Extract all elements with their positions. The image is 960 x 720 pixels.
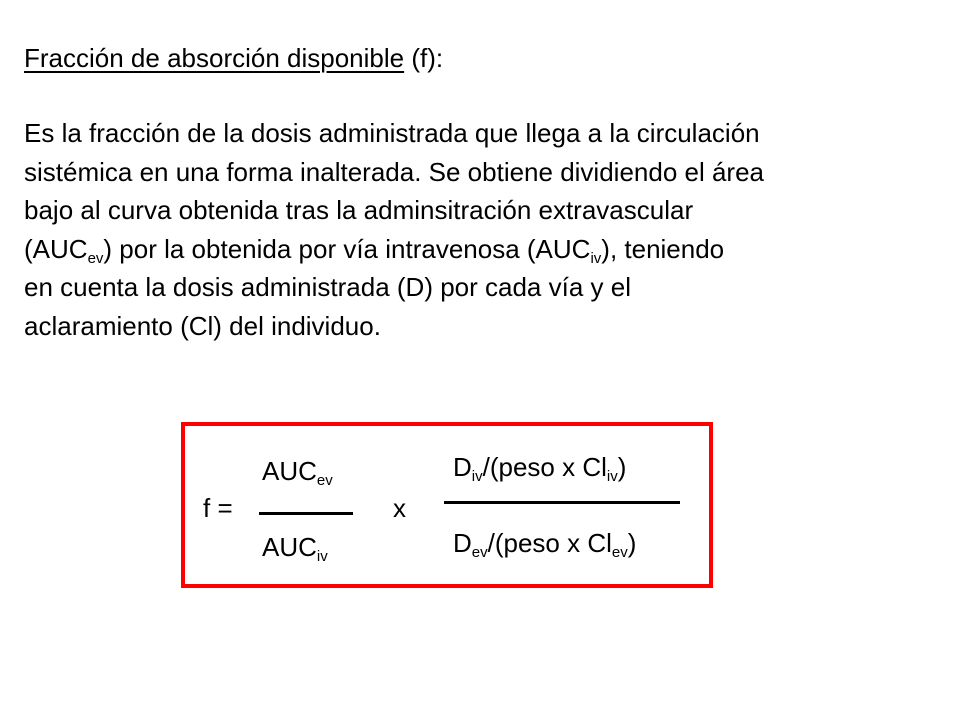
fraction1-denominator-base: AUC <box>262 532 317 562</box>
paragraph-line-4-sub-iv: iv <box>590 249 602 267</box>
fraction1-numerator-base: AUC <box>262 456 317 486</box>
heading-title: Fracción de absorción disponible <box>24 43 405 73</box>
fraction2-denominator-sub-d: ev <box>471 544 488 561</box>
fraction2-numerator-mid: /(peso x Cl <box>482 452 607 482</box>
paragraph-line-6: aclaramiento (Cl) del individuo. <box>24 310 381 341</box>
fraction2-denominator-d: D <box>453 528 472 558</box>
paragraph-line-2: sistémica en una forma inalterada. Se obtiene dividiendo el área <box>24 156 765 187</box>
paragraph-line-3: bajo al curva obtenida tras la adminsitración extravascular <box>24 195 694 225</box>
fraction1-numerator <box>262 456 333 489</box>
fraction1-numerator-sub: ev <box>316 472 333 489</box>
fraction1-bar <box>259 512 353 515</box>
slide-heading <box>24 38 443 78</box>
paragraph-line-4-part-b: ) por la obtenida por vía intravenosa (AUC <box>103 233 591 264</box>
paragraph-line-5: en cuenta la dosis administrada (D) por cada vía y el <box>24 272 631 302</box>
paragraph-line-1: Es la fracción de la dosis administrada que llega a la circulación <box>24 118 760 148</box>
paragraph-line-4-sub-ev: ev <box>87 249 104 267</box>
fraction2-numerator-sub-d: iv <box>471 468 483 485</box>
paragraph-line-4-part-c: ), teniendo <box>601 233 725 264</box>
definition-paragraph <box>24 114 954 345</box>
multiply-sign: x <box>393 493 406 523</box>
fraction1-denominator <box>262 532 328 565</box>
heading-suffix: (f): <box>411 43 444 73</box>
fraction1-denominator-sub: iv <box>316 548 328 565</box>
paragraph-line-4-part-a: (AUC <box>24 233 88 264</box>
fraction2-numerator <box>453 452 627 485</box>
fraction2-numerator-sub-cl: iv <box>606 468 618 485</box>
fraction2-numerator-close: ) <box>617 452 627 482</box>
formula-box <box>181 422 713 588</box>
fraction2-denominator-sub-cl: ev <box>611 544 628 561</box>
paragraph-line-4 <box>24 230 954 269</box>
fraction2-bar <box>444 501 680 504</box>
fraction2-numerator-d: D <box>453 452 472 482</box>
fraction2-denominator <box>453 528 637 561</box>
fraction2-denominator-close: ) <box>627 528 637 558</box>
fraction2-denominator-mid: /(peso x Cl <box>487 528 612 558</box>
formula-lhs: f = <box>203 493 233 523</box>
